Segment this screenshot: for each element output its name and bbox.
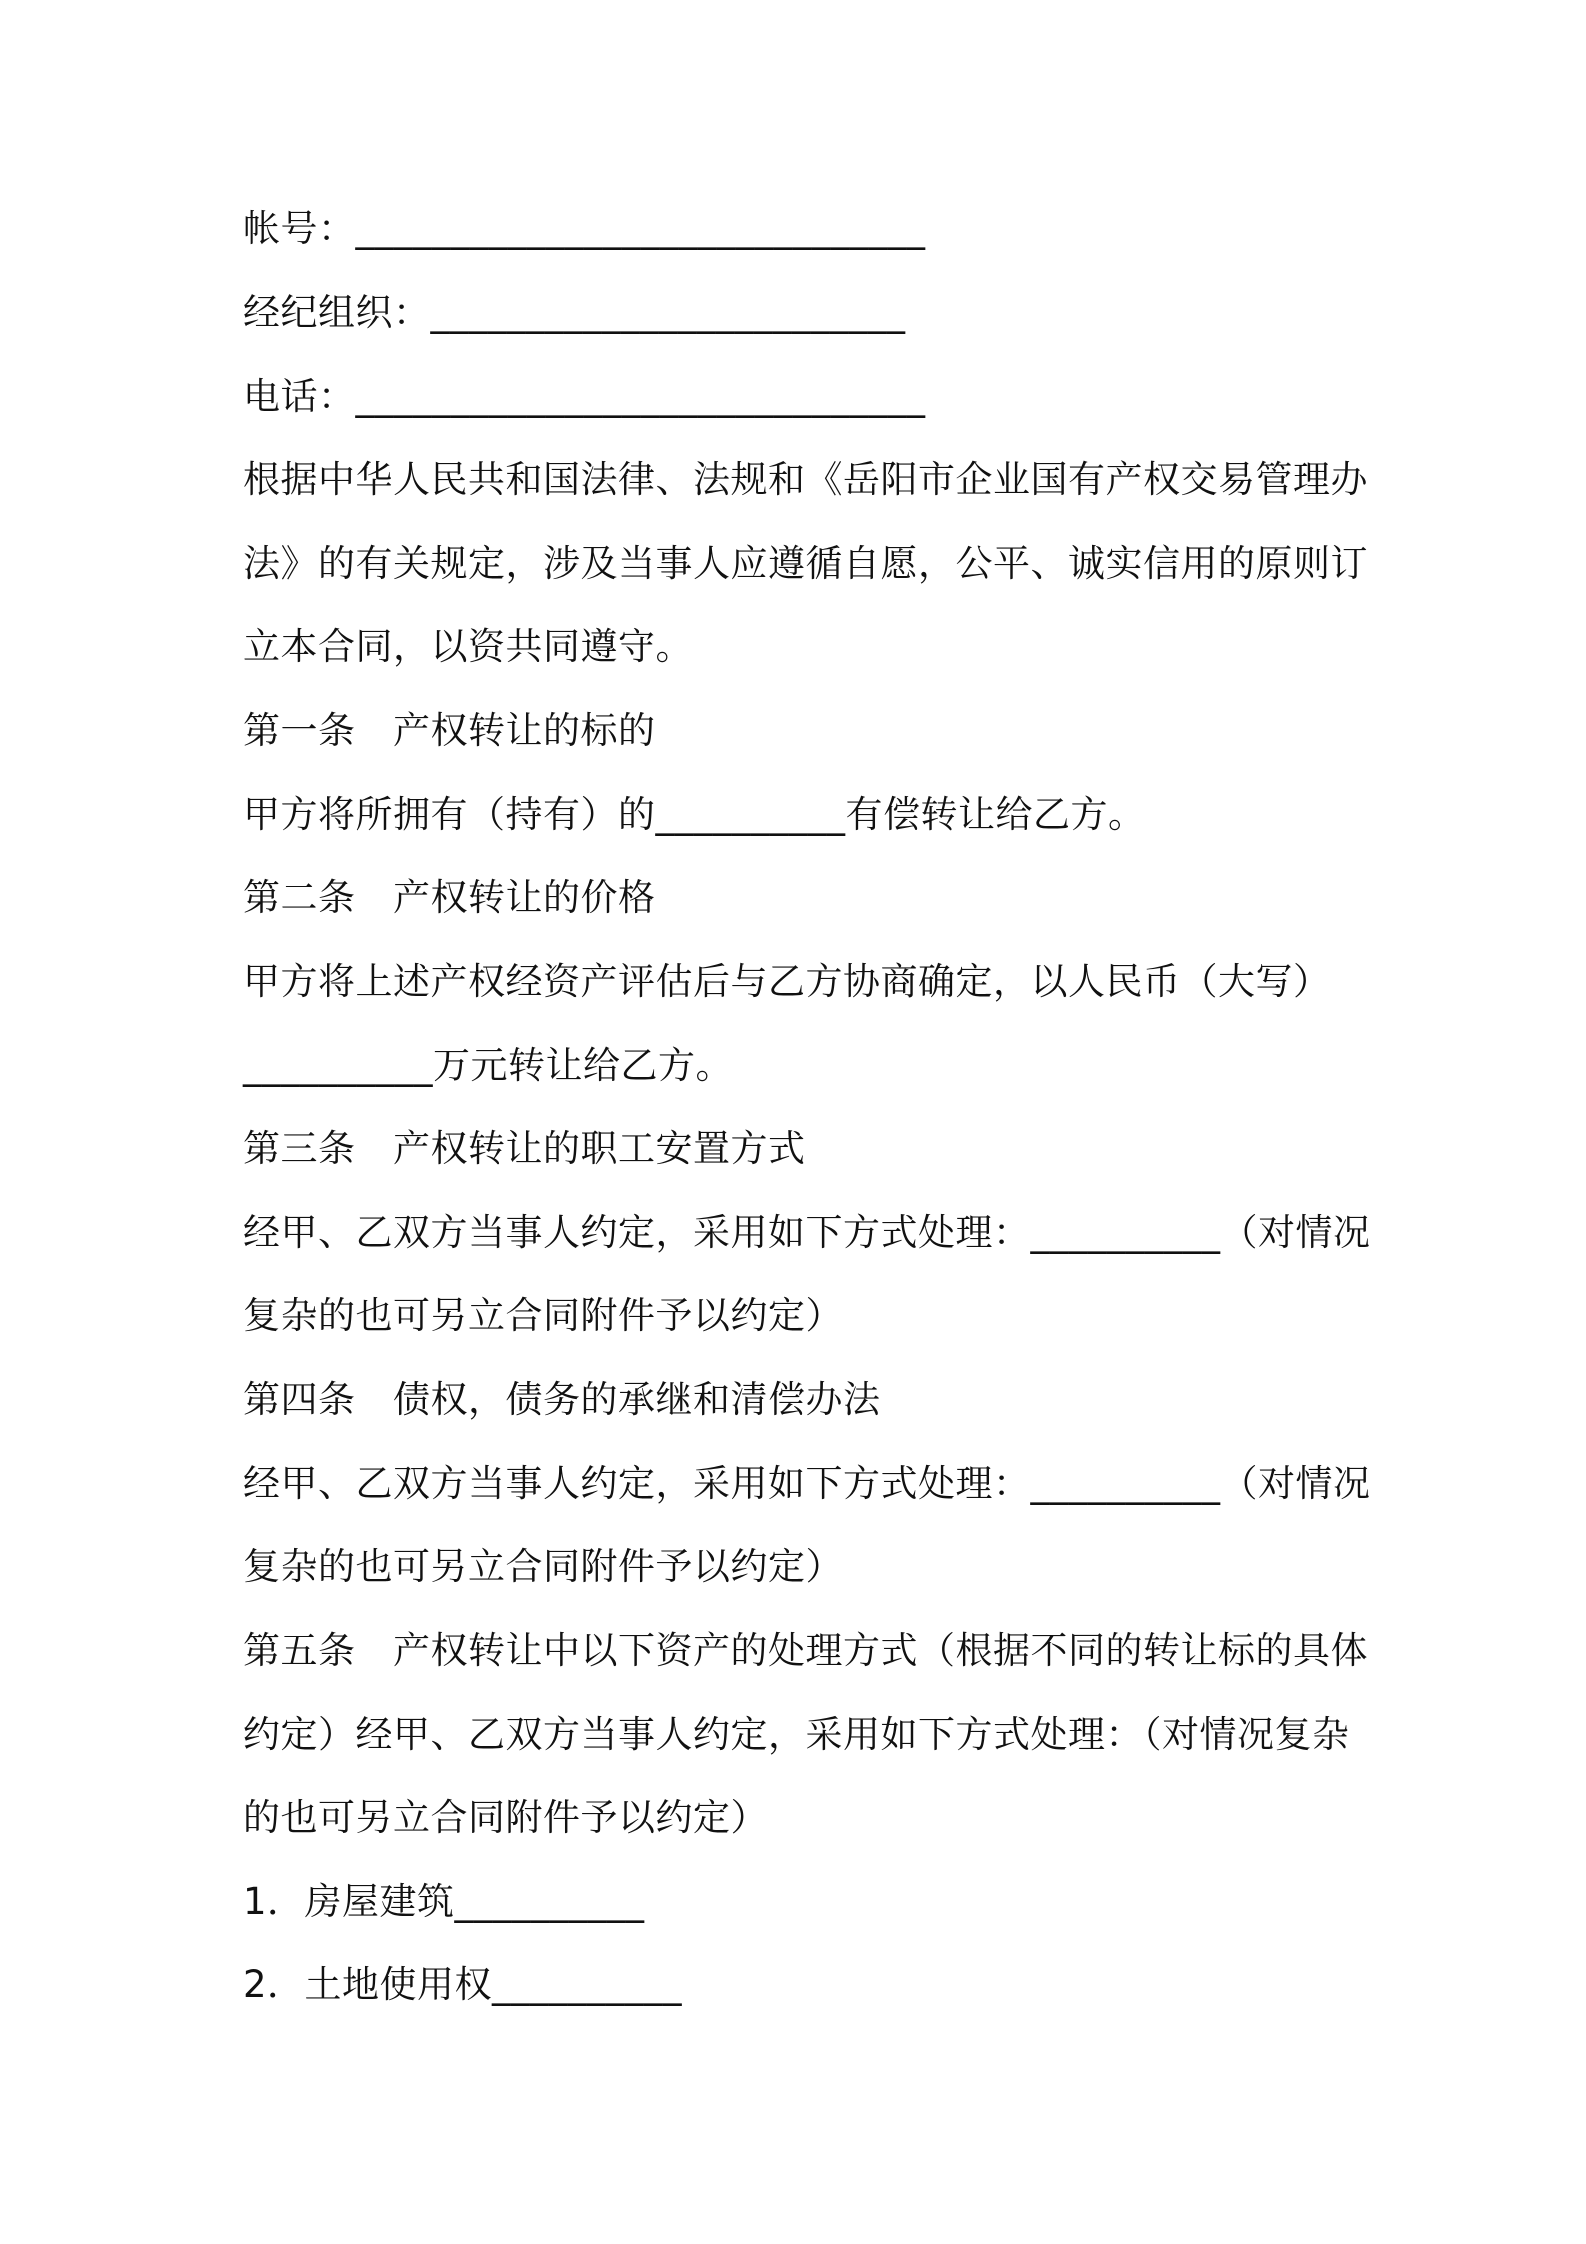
preamble-line-1: 根据中华人民共和国法律、法规和《岳阳市企业国有产权交易管理办 bbox=[243, 458, 1368, 501]
article-5-text-1: 约定）经甲、乙双方当事人约定，采用如下方式处理：（对情况复杂 bbox=[243, 1713, 1350, 1756]
preamble-line-2: 法》的有关规定，涉及当事人应遵循自愿，公平、诚实信用的原则订 bbox=[243, 542, 1368, 585]
article-3-text-1: 经甲、乙双方当事人约定，采用如下方式处理：__________（对情况 bbox=[243, 1211, 1371, 1254]
article-5-heading: 第五条 产权转让中以下资产的处理方式（根据不同的转让标的具体 bbox=[243, 1629, 1368, 1672]
article-4-text-2: 复杂的也可另立合同附件予以约定） bbox=[243, 1545, 843, 1588]
article-3-heading: 第三条 产权转让的职工安置方式 bbox=[243, 1127, 806, 1170]
article-1-heading: 第一条 产权转让的标的 bbox=[243, 709, 656, 752]
account-line: 帐号：______________________________ bbox=[243, 207, 926, 250]
list-item-2: 2．土地使用权__________ bbox=[243, 1963, 683, 2006]
article-4-text-1: 经甲、乙双方当事人约定，采用如下方式处理：__________（对情况 bbox=[243, 1462, 1371, 1505]
phone-line: 电话：______________________________ bbox=[243, 375, 926, 418]
article-4-heading: 第四条 债权，债务的承继和清偿办法 bbox=[243, 1378, 881, 1421]
article-2-heading: 第二条 产权转让的价格 bbox=[243, 876, 656, 919]
article-3-text-2: 复杂的也可另立合同附件予以约定） bbox=[243, 1294, 843, 1337]
list-item-1: 1．房屋建筑__________ bbox=[243, 1880, 645, 1923]
article-2-text-2: __________万元转让给乙方。 bbox=[243, 1044, 733, 1087]
article-5-text-2: 的也可另立合同附件予以约定） bbox=[243, 1796, 768, 1839]
article-2-text-1: 甲方将上述产权经资产评估后与乙方协商确定，以人民币（大写） bbox=[243, 960, 1331, 1003]
document-page bbox=[243, 0, 1371, 2244]
broker-line: 经纪组织：_________________________ bbox=[243, 291, 906, 334]
preamble-line-3: 立本合同，以资共同遵守。 bbox=[243, 625, 693, 668]
article-1-text: 甲方将所拥有（持有）的__________有偿转让给乙方。 bbox=[243, 793, 1146, 836]
